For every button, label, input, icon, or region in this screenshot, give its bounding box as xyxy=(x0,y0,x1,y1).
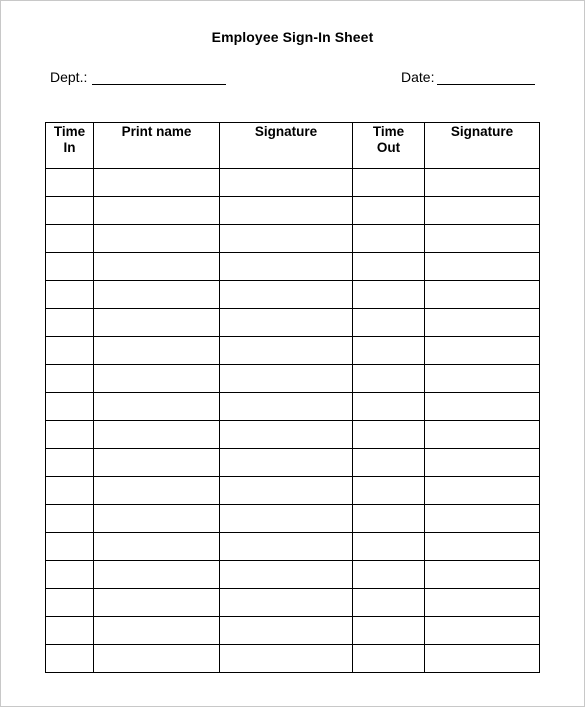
cell-time-in[interactable] xyxy=(46,197,94,225)
cell-print-name[interactable] xyxy=(94,533,220,561)
cell-time-in[interactable] xyxy=(46,645,94,673)
cell-print-name[interactable] xyxy=(94,561,220,589)
cell-time-in[interactable] xyxy=(46,589,94,617)
cell-time-out[interactable] xyxy=(353,617,425,645)
header-time-in-line1: Time xyxy=(53,124,86,139)
cell-signature-out[interactable] xyxy=(425,561,540,589)
cell-time-in[interactable] xyxy=(46,561,94,589)
cell-print-name[interactable] xyxy=(94,477,220,505)
cell-time-out[interactable] xyxy=(353,337,425,365)
cell-time-in[interactable] xyxy=(46,337,94,365)
cell-signature-in[interactable] xyxy=(220,169,353,197)
table-body xyxy=(46,169,540,673)
cell-time-in[interactable] xyxy=(46,393,94,421)
cell-time-in[interactable] xyxy=(46,253,94,281)
cell-signature-in[interactable] xyxy=(220,617,353,645)
header-signature-in-label: Signature xyxy=(254,124,318,139)
cell-time-out[interactable] xyxy=(353,421,425,449)
cell-signature-out[interactable] xyxy=(425,281,540,309)
table-row xyxy=(46,589,540,617)
table-row xyxy=(46,169,540,197)
header-signature-in xyxy=(220,123,353,169)
cell-signature-out[interactable] xyxy=(425,477,540,505)
cell-print-name[interactable] xyxy=(94,337,220,365)
cell-signature-in[interactable] xyxy=(220,253,353,281)
header-time-out xyxy=(353,123,425,169)
cell-print-name[interactable] xyxy=(94,393,220,421)
table-row xyxy=(46,309,540,337)
cell-signature-out[interactable] xyxy=(425,617,540,645)
dept-field[interactable] xyxy=(92,84,226,85)
cell-signature-in[interactable] xyxy=(220,589,353,617)
cell-signature-out[interactable] xyxy=(425,169,540,197)
cell-time-out[interactable] xyxy=(353,197,425,225)
cell-time-out[interactable] xyxy=(353,561,425,589)
cell-signature-out[interactable] xyxy=(425,589,540,617)
cell-signature-in[interactable] xyxy=(220,477,353,505)
cell-time-out[interactable] xyxy=(353,253,425,281)
cell-signature-in[interactable] xyxy=(220,197,353,225)
cell-signature-out[interactable] xyxy=(425,421,540,449)
cell-time-out[interactable] xyxy=(353,645,425,673)
table-row xyxy=(46,449,540,477)
table-row xyxy=(46,505,540,533)
cell-signature-in[interactable] xyxy=(220,645,353,673)
cell-signature-in[interactable] xyxy=(220,561,353,589)
cell-signature-in[interactable] xyxy=(220,225,353,253)
header-signature-out-label: Signature xyxy=(450,124,514,139)
cell-print-name[interactable] xyxy=(94,505,220,533)
cell-print-name[interactable] xyxy=(94,365,220,393)
cell-signature-out[interactable] xyxy=(425,533,540,561)
cell-time-in[interactable] xyxy=(46,617,94,645)
cell-print-name[interactable] xyxy=(94,645,220,673)
cell-time-out[interactable] xyxy=(353,225,425,253)
cell-print-name[interactable] xyxy=(94,169,220,197)
cell-signature-out[interactable] xyxy=(425,253,540,281)
cell-signature-in[interactable] xyxy=(220,421,353,449)
cell-time-in[interactable] xyxy=(46,309,94,337)
header-time-in-line2: In xyxy=(63,140,76,155)
table-row xyxy=(46,197,540,225)
table-row xyxy=(46,617,540,645)
cell-signature-in[interactable] xyxy=(220,281,353,309)
table-row xyxy=(46,365,540,393)
table-row xyxy=(46,281,540,309)
cell-print-name[interactable] xyxy=(94,281,220,309)
cell-print-name[interactable] xyxy=(94,225,220,253)
sheet-title: Employee Sign-In Sheet xyxy=(211,29,374,45)
date-field[interactable] xyxy=(437,84,535,85)
cell-time-out[interactable] xyxy=(353,449,425,477)
cell-print-name[interactable] xyxy=(94,421,220,449)
cell-time-out[interactable] xyxy=(353,169,425,197)
date-label: Date: xyxy=(401,69,435,85)
cell-signature-out[interactable] xyxy=(425,225,540,253)
table-row xyxy=(46,337,540,365)
header-print-name xyxy=(94,123,220,169)
header-print-name-label: Print name xyxy=(121,124,192,139)
cell-time-in[interactable] xyxy=(46,225,94,253)
table-row xyxy=(46,225,540,253)
cell-time-out[interactable] xyxy=(353,393,425,421)
table-row xyxy=(46,561,540,589)
cell-signature-in[interactable] xyxy=(220,337,353,365)
cell-signature-out[interactable] xyxy=(425,337,540,365)
cell-time-out[interactable] xyxy=(353,477,425,505)
cell-signature-out[interactable] xyxy=(425,309,540,337)
dept-label: Dept.: xyxy=(50,69,88,85)
cell-print-name[interactable] xyxy=(94,309,220,337)
cell-time-in[interactable] xyxy=(46,169,94,197)
table-row xyxy=(46,253,540,281)
cell-time-in[interactable] xyxy=(46,421,94,449)
cell-time-in[interactable] xyxy=(46,477,94,505)
cell-signature-in[interactable] xyxy=(220,309,353,337)
table-row xyxy=(46,421,540,449)
cell-time-out[interactable] xyxy=(353,505,425,533)
cell-signature-in[interactable] xyxy=(220,533,353,561)
cell-signature-out[interactable] xyxy=(425,365,540,393)
cell-signature-out[interactable] xyxy=(425,645,540,673)
header-time-out-line2: Out xyxy=(376,140,401,155)
cell-signature-in[interactable] xyxy=(220,505,353,533)
cell-print-name[interactable] xyxy=(94,197,220,225)
cell-time-in[interactable] xyxy=(46,365,94,393)
table-header-row xyxy=(46,123,540,169)
cell-signature-out[interactable] xyxy=(425,449,540,477)
cell-print-name[interactable] xyxy=(94,253,220,281)
cell-time-in[interactable] xyxy=(46,533,94,561)
cell-signature-out[interactable] xyxy=(425,393,540,421)
header-signature-out xyxy=(425,123,540,169)
table-row xyxy=(46,645,540,673)
table-row xyxy=(46,393,540,421)
cell-print-name[interactable] xyxy=(94,449,220,477)
cell-signature-in[interactable] xyxy=(220,449,353,477)
sign-in-table xyxy=(45,122,540,673)
header-time-out-line1: Time xyxy=(372,124,405,139)
header-time-in xyxy=(46,123,94,169)
cell-time-out[interactable] xyxy=(353,533,425,561)
cell-time-out[interactable] xyxy=(353,365,425,393)
cell-print-name[interactable] xyxy=(94,589,220,617)
cell-time-in[interactable] xyxy=(46,505,94,533)
table-row xyxy=(46,477,540,505)
cell-signature-out[interactable] xyxy=(425,197,540,225)
cell-signature-out[interactable] xyxy=(425,505,540,533)
cell-print-name[interactable] xyxy=(94,617,220,645)
cell-signature-in[interactable] xyxy=(220,393,353,421)
cell-time-out[interactable] xyxy=(353,281,425,309)
table-row xyxy=(46,533,540,561)
cell-time-out[interactable] xyxy=(353,589,425,617)
cell-time-in[interactable] xyxy=(46,449,94,477)
cell-signature-in[interactable] xyxy=(220,365,353,393)
cell-time-out[interactable] xyxy=(353,309,425,337)
cell-time-in[interactable] xyxy=(46,281,94,309)
